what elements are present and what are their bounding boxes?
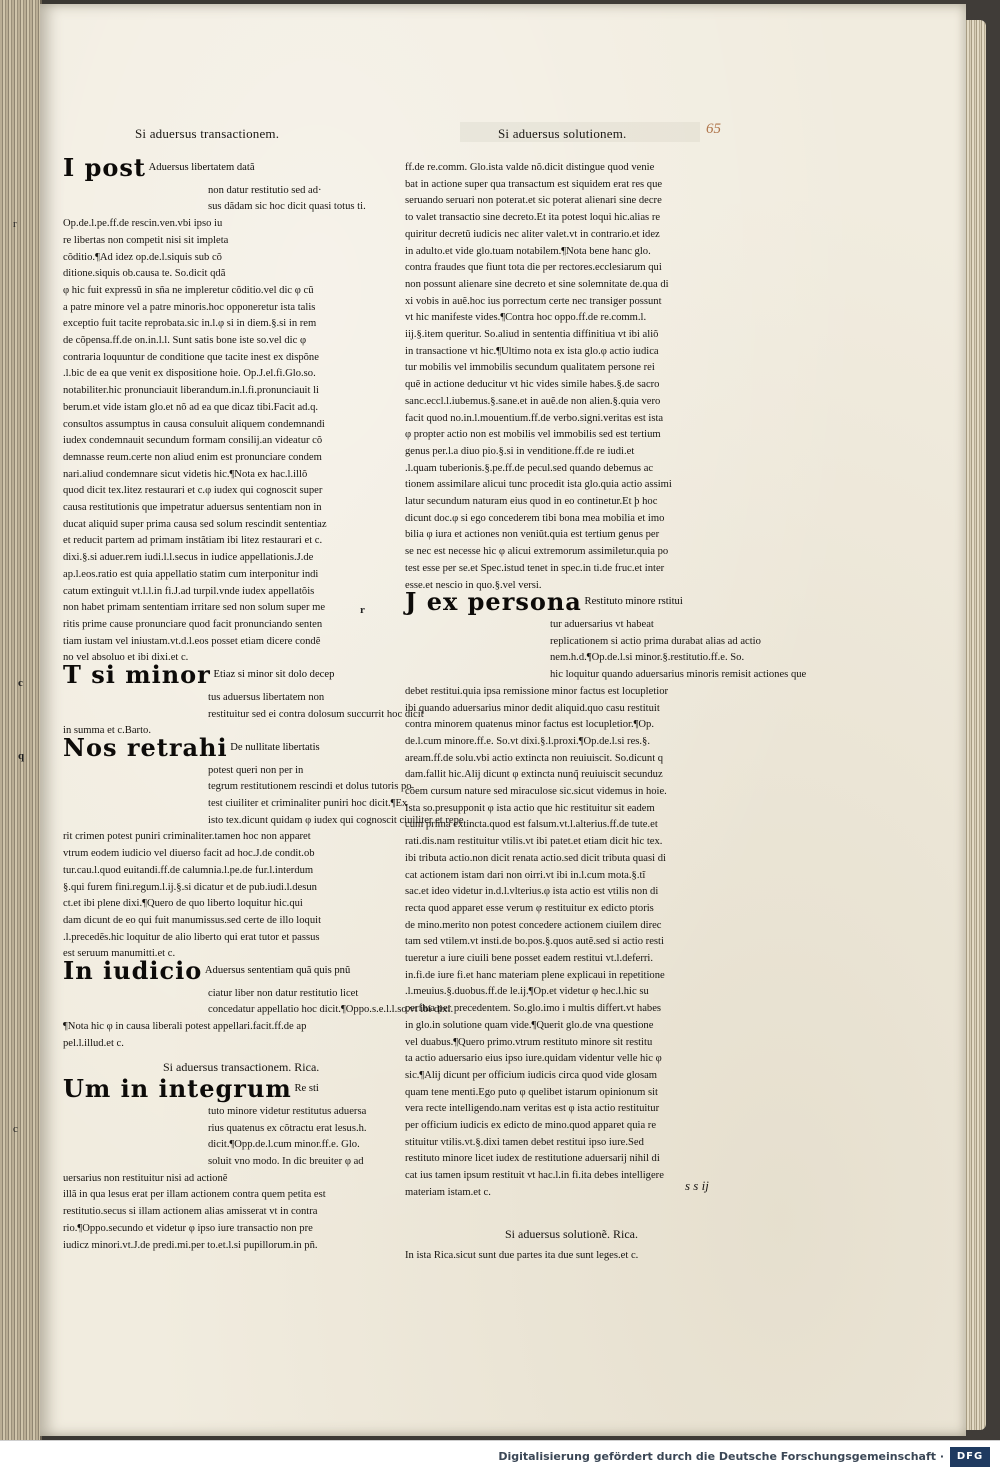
text-line — [405, 294, 755, 311]
text-line-content: in summa et c.Barto. — [63, 725, 151, 737]
footer-bar — [0, 1440, 1000, 1473]
text-line-content: de.l.cum minore.ff.e. So.vt dixi.§.l.proxi.¶Op.de.l.si res.§. — [405, 735, 650, 747]
text-line — [405, 411, 755, 428]
text-line-content: cat actionem istam dari non oirri.vt ibi in.l.cum mota.§.tĩ — [405, 869, 646, 881]
text-line-content: berum.et vide istam glo.et nõ ad ea que dicaz tibi.Facit ad.q. — [63, 401, 319, 413]
text-line-content: causa restitutionis que impetratur aduersus sententiam non in — [63, 502, 322, 514]
footer-credit: Digitalisierung gefördert durch die Deutsche Forschungsgemeinschaft · — [498, 1450, 944, 1463]
text-line-content: vel duabus.¶Quero primo.vtrum restituto minore sit restitu — [405, 1036, 653, 1048]
text-line — [63, 467, 403, 484]
text-line-content: dam.fallit hic.Alij dicunt φ extincta nunq̃ reuiuiscit secunduz — [405, 769, 663, 781]
lemma-text: Aduersus libertatem datã — [148, 162, 255, 173]
text-line — [63, 1019, 403, 1036]
text-line-content: ff.de re.comm. Glo.ista valde nõ.dicit distingue quod venie — [405, 162, 655, 173]
lemma-word: T si minor — [63, 660, 211, 690]
lemma-text: Re sti — [294, 1083, 319, 1095]
text-line — [405, 494, 755, 511]
text-line-content: catum extinguit vt.l.l.in fi.J.ad turpil.vnde iudex appellatõis — [63, 585, 315, 597]
text-line-content: no vel absoluo et ibi dixi.et c. — [63, 652, 189, 664]
text-line — [405, 327, 755, 344]
text-line-content: tus aduersus libertatem non — [208, 691, 325, 703]
text-line — [405, 684, 755, 701]
text-line — [405, 851, 755, 868]
text-line — [405, 1118, 755, 1135]
text-line-content: tegrum restitutionem rescindi et dolus tutoris po — [208, 781, 412, 793]
text-line-content: debet restitui.quia ipsa remissione minor factus est locupletior — [405, 685, 669, 697]
text-line — [63, 567, 403, 584]
text-line-content: dixi.§.si aduer.rem iudi.l.l.secus in iudice appellationis.J.de — [63, 552, 314, 564]
text-line — [63, 1204, 403, 1221]
text-line — [63, 863, 403, 880]
text-line — [63, 763, 403, 780]
text-line — [63, 1221, 403, 1238]
text-line-content: test esse per se.et Spec.istud tenet in spec.in ti.de fruc.et inter — [405, 562, 665, 574]
text-line — [63, 1002, 454, 1019]
text-line-content: Op.de.l.pe.ff.de rescin.ven.vbi ipso iu — [63, 218, 223, 230]
text-line — [63, 779, 412, 796]
text-line-content: iudex condemnauit secundum formam consilij.an videatur cõ — [63, 435, 323, 447]
text-line — [63, 707, 424, 724]
text-line — [63, 450, 403, 467]
text-line-content: .l.bic de ea que venit ex dispositione hoie. Op.J.el.fi.Glo.so. — [63, 368, 316, 380]
text-line-content: seruando seruari non poterat.et sic poterat alienari sine decre — [405, 195, 662, 207]
lemma-heading — [18, 732, 403, 763]
lemma-text: Etiaz si minor sit dolo decep — [213, 669, 335, 681]
text-line-content: re libertas non competit nisi sit impleta — [63, 234, 229, 246]
text-line-content: tur.cau.l.quod euitandi.ff.de calumnia.l.pe.de fur.l.interdum — [63, 864, 314, 876]
text-line — [405, 784, 755, 801]
text-line-content: a patre minore vel a patre minoris.hoc opponeretur ista talis — [63, 301, 316, 313]
text-line — [405, 511, 755, 528]
text-line-content: consultos assumptus in causa consuluit aliquem condemnandi — [63, 418, 325, 430]
text-line — [63, 600, 403, 617]
text-line — [405, 1035, 755, 1052]
text-line-content: §.qui furem fini.regum.l.ij.§.si dicatur et de pub.iudi.l.desun — [63, 881, 317, 893]
text-line-content: replicationem si actio prima durabat alias ad actio — [550, 635, 761, 647]
lemma-heading — [63, 1074, 403, 1104]
text-line — [405, 884, 755, 901]
lemma-heading — [18, 660, 403, 690]
text-line — [405, 650, 755, 667]
text-line — [63, 690, 403, 707]
text-line-content: tam sed vtilem.vt insti.de bo.pos.§.quos autẽ.sed si actio resti — [405, 936, 664, 948]
margin-letter: r — [13, 218, 17, 231]
text-line — [63, 433, 403, 450]
text-line-content: recta quod apparet esse verum φ restituitur ex edicto ptoris — [405, 902, 654, 914]
text-line-content: facit quod no.in.l.mouentium.ff.de verbo.signi.veritas est ista — [405, 412, 664, 424]
text-line — [63, 483, 403, 500]
text-line — [63, 199, 403, 216]
text-line — [405, 1135, 755, 1152]
lemma-word: I post — [63, 153, 146, 182]
text-line-content: dam dicunt de eo qui fuit manumissus.sed certe de illo loquit — [63, 914, 322, 926]
text-line — [405, 561, 755, 578]
text-line — [63, 517, 403, 534]
text-line-content: bilia φ iura et actiones non veniũt.quia est tertium genus per — [405, 529, 660, 541]
text-line-content: uersarius non restituitur nisi ad actionẽ — [63, 1172, 228, 1184]
text-line — [63, 1238, 403, 1255]
text-line — [405, 634, 761, 651]
text-line — [405, 344, 755, 361]
text-line — [405, 310, 755, 327]
rubric-title: Si aduersus solutionẽ. Rica. — [505, 1226, 638, 1241]
text-line — [405, 868, 755, 885]
text-line-content: potest queri non per in — [208, 764, 304, 776]
text-line-content: et reducit partem ad primam instãtiam ibi litez restaurari et c. — [63, 535, 323, 547]
text-line — [405, 901, 755, 918]
text-line-content: pel.l.illud.et c. — [63, 1037, 124, 1049]
text-line — [63, 896, 403, 913]
text-line — [63, 1036, 403, 1053]
text-line-content: dicunt doc.φ si ego concederem tibi bona mea mobilia et imo — [405, 512, 665, 524]
margin-letter: r — [360, 604, 365, 617]
lemma-text: De nullitate libertatis — [230, 741, 320, 753]
text-line-content: de mino.merito non potest concedere actionem ciuilem direc — [405, 919, 662, 931]
text-line-content: perflua per precedentem. So.glo.imo i multis differt.vt habes — [405, 1003, 662, 1015]
text-line — [405, 1068, 755, 1085]
text-line-content: tuto minore videtur restitutus aduersa — [208, 1105, 367, 1117]
text-line — [405, 427, 755, 444]
text-line-content: cum prima extincta.quod est falsum.vt.l.alterius.ff.de tute.et — [405, 819, 658, 831]
text-line — [63, 500, 403, 517]
text-line-content: isto tex.dicunt quidam φ iudex qui cognoscit ciuiliter et repe — [208, 814, 464, 826]
lemma-word: J ex persona — [405, 587, 582, 617]
right-text-column — [360, 160, 807, 1265]
lemma-word: Nos retrahi — [63, 732, 228, 762]
text-line — [405, 1101, 755, 1118]
text-line-content: vera recte intelligendo.nam veritas est φ ista actio restituitur — [405, 1103, 660, 1115]
text-line — [63, 283, 403, 300]
text-line — [63, 400, 403, 417]
text-line — [63, 550, 403, 567]
text-line — [63, 266, 403, 283]
text-line-content: hic loquitur quando aduersarius minoris remisit actiones que — [550, 669, 807, 681]
text-line — [405, 360, 755, 377]
text-line-content: tiam iustam vel iniustam.vt.d.l.eos posset etiam dicere condẽ — [63, 635, 321, 647]
text-line — [63, 1104, 403, 1121]
text-line-content: ducat aliquid super prima causa sed solum rescindit sententiaz — [63, 518, 327, 530]
text-line — [405, 1248, 755, 1265]
text-line-content: ritis prime cause pronunciare quod facit pronunciando senten — [63, 618, 323, 630]
text-line-content: iij.§.item queritur. So.aliud in sententia diffinitiua vt ibi aliõ — [405, 329, 659, 341]
text-line-content: contra minorem quatenus minor factus est locupletior.¶Op. — [405, 719, 654, 731]
text-line-content: materiam istam.et c. — [405, 1186, 491, 1198]
text-line-content: sus dãdam sic hoc dicit quasi totus ti. — [208, 201, 366, 213]
text-line-content: tueretur a iure ciuili bene posset eadem restitui vt.l.deferri. — [405, 953, 653, 965]
lemma-heading — [63, 153, 403, 183]
text-line — [63, 383, 403, 400]
text-line — [405, 817, 755, 834]
text-line — [405, 394, 755, 411]
text-line-content: cõem cursum nature sed miraculose sic.sicut videmus in hoie. — [405, 786, 667, 798]
text-line-content: .l.precedẽs.hic loquitur de alio liberto qui erat tutor et passus — [63, 931, 320, 943]
text-line — [405, 701, 755, 718]
text-line — [405, 527, 755, 544]
text-line — [405, 160, 755, 177]
text-line-content: exceptio fuit tacite reprobata.sic in.l.φ si in diem.§.si in rem — [63, 318, 317, 330]
lemma-text: Aduersus sententiam quã quis pnũ — [204, 965, 351, 977]
lemma-word: Um in integrum — [63, 1074, 292, 1104]
text-line — [405, 934, 755, 951]
text-line — [63, 333, 403, 350]
text-line — [405, 1051, 755, 1068]
text-line-content: xi vobis in auẽ.hoc ius porrectum certe nec transiger possunt — [405, 295, 662, 307]
lemma-text: Restituto minore rstitui — [584, 596, 683, 608]
text-line-content: In ista Rica.sicut sunt due partes ita due sunt leges.et c. — [405, 1250, 639, 1262]
text-line-content: demnasse reum.certe non aliud enim est pronunciare condem — [63, 451, 322, 463]
text-line — [63, 986, 403, 1003]
text-line — [63, 913, 403, 930]
text-line — [405, 244, 755, 261]
text-line-content: rius quatenus ex cõtractu erat lesus.h. — [208, 1122, 367, 1134]
book-binding-edge — [0, 0, 42, 1440]
text-line — [405, 834, 755, 851]
text-line-content: φ propter actio non est mobilis vel immobilis sed est tertium — [405, 429, 661, 441]
text-line-content: vt hic manifeste vides.¶Contra hoc oppo.ff.de re.comm.l. — [405, 312, 647, 324]
text-line — [405, 1085, 755, 1102]
text-line-content: vtrum eodem iudicio vel diuerso facit ad hoc.J.de condit.ob — [63, 848, 315, 860]
text-line — [63, 417, 403, 434]
text-line-content: se nec est necesse hic φ alicui extremorum assimiletur.quia po — [405, 546, 669, 558]
text-line — [63, 366, 403, 383]
text-line-content: in.fi.de iure fi.et hanc materiam plene explicaui in repetitione — [405, 969, 665, 981]
text-line-content: ibi tributa actio.non dicit renata actio.sed dicit tributa quasi di — [405, 852, 666, 864]
text-line-content: tionem assimilare alicui tunc procedit ista glo.quia actio assimi — [405, 479, 672, 491]
text-line-content: genus per.l.a diuo pio.§.si in venditione.ff.de re iudi.et — [405, 445, 635, 457]
text-line-content: sac.et ideo videtur in.d.l.vlterius.φ ista actio est vtilis non di — [405, 886, 659, 898]
text-line — [63, 300, 403, 317]
text-line-content: cõditio.¶Ad idez op.de.l.siquis sub cõ — [63, 251, 222, 263]
text-line-content: contraria loquuntur de conditione que tacite inest ex dispõne — [63, 351, 319, 363]
folio-number: 65 — [706, 121, 721, 137]
text-line-content: Ista so.presupponit φ ista actio que hic restituitur sit eadem — [405, 802, 655, 814]
text-line-content: φ hic fuit expressũ in sña ne impleretur cõditio.vel dic φ cũ — [63, 284, 314, 296]
text-line-content: stituitur vtilis.vt.§.dixi tamen debet restitui ipso iure.Sed — [405, 1136, 644, 1148]
text-line — [63, 829, 403, 846]
text-line — [63, 1171, 403, 1188]
text-line — [63, 880, 403, 897]
text-line-content: contra fraudes que fiunt tota die per rectores.ecclesiarum qui — [405, 262, 662, 274]
text-line — [63, 846, 403, 863]
text-line-content: in transactione vt hic.¶Ultimo nota ex ista glo.φ actio iudica — [405, 345, 659, 357]
text-line — [405, 767, 755, 784]
text-line — [405, 984, 755, 1001]
rubric-title: Si aduersus transactionem. Rica. — [163, 1059, 320, 1074]
text-line-content: esse.et nescio in quo.§.vel versi. — [405, 579, 542, 591]
text-line-content: ta actio aduersario eius ipso iure.quidam videntur velle hic φ — [405, 1053, 662, 1065]
text-line-content: ct.et ibi plene dixi.¶Quero de quo liberto loquitur hic.qui — [63, 898, 303, 910]
text-line — [405, 177, 755, 194]
text-line-content: .l.meuius.§.duobus.ff.de le.ij.¶Op.et videtur φ hec.l.hic su — [405, 986, 649, 998]
text-line-content: in adulto.et vide glo.tuam notabilem.¶Nota bene hanc glo. — [405, 245, 651, 257]
text-line-content: in glo.in solutione quam vide.¶Querit glo.de vna questione — [405, 1019, 654, 1031]
text-line-content: non possunt alienare sine decreto et sine solemnitate de.qua di — [405, 278, 669, 290]
text-line — [405, 461, 755, 478]
text-line — [63, 250, 403, 267]
text-line — [63, 350, 403, 367]
text-line-content: sanc.eccl.l.iubemus.§.sane.et in auẽ.de non alien.§.quia vero — [405, 395, 661, 407]
text-line — [405, 444, 755, 461]
text-line — [405, 260, 755, 277]
text-line-content: rit crimen potest puniri criminaliter.tamen hoc non apparet — [63, 831, 311, 843]
text-line — [405, 227, 755, 244]
text-line — [405, 667, 807, 684]
text-line-content: bat in actione super qua transactum est siquidem erat res que — [405, 178, 663, 190]
text-line-content: test ciuiliter et criminaliter puniri hoc dicit.¶Ex — [208, 798, 408, 810]
lemma-heading — [63, 956, 403, 986]
text-line-content: quẽ in actione deducitur vt hic vides simile habes.§.de sacro — [405, 379, 660, 391]
text-line — [405, 751, 755, 768]
text-line — [405, 918, 755, 935]
text-line — [405, 968, 755, 985]
text-line-content: ¶Nota hic φ in causa liberali potest appellari.facit.ff.de ap — [63, 1021, 307, 1033]
signature-mark: s s ij — [685, 1178, 709, 1193]
running-head-left: Si aduersus transactionem. — [135, 126, 280, 141]
text-line-content: to valet transactio sine decreto.Et ita potest loqui hic.alias re — [405, 212, 661, 224]
spacer — [405, 1202, 755, 1220]
text-line-content: est seruum manumitti.et c. — [63, 948, 176, 960]
text-line-content: aream.ff.de solu.vbi actio extincta non reuiuiscit. So.dicunt q — [405, 752, 664, 764]
text-line-content: .l.quam tuberionis.§.pe.ff.de pecul.sed quando debemus ac — [405, 462, 654, 474]
text-line — [405, 210, 755, 227]
text-line — [63, 1137, 403, 1154]
text-line — [405, 617, 755, 634]
text-line — [63, 1187, 403, 1204]
text-line — [63, 617, 403, 634]
text-line-content: ap.l.eos.ratio est quia appellatio statim cum interponitur indi — [63, 568, 319, 580]
text-line — [405, 801, 755, 818]
text-line-content: sic.¶Alij dicunt per officium iudicis circa quod vide glosam — [405, 1069, 658, 1081]
running-head-right: Si aduersus solutionem. — [498, 126, 627, 141]
text-line-content: rati.dis.nam restituitur vtilis.vt ibi patet.et etiam dicit hic tex. — [405, 836, 663, 848]
text-line-content: de cõpensa.ff.de on.in.l.l. Sunt satis bone iste so.vel dic φ — [63, 335, 307, 347]
text-line — [63, 813, 464, 830]
text-line-content: quam tene menti.Ego puto φ quelibet istarum opinionum sit — [405, 1086, 658, 1098]
lemma-word: In iudicio — [63, 956, 203, 986]
text-line-content: tur mobilis vel immobilis secundum qualitatem persone rei — [405, 362, 655, 374]
text-line-content: quiritur decretũ iudicis nec aliter valet.vt in contrario.et idez — [405, 228, 660, 240]
text-line-content: per officium iudicis ex edicto de mino.quod apparet quia re — [405, 1120, 657, 1132]
text-line-content: ibi quando aduersarius minor dedit aliquid.quo casu restituit — [405, 702, 660, 714]
text-line — [63, 316, 403, 333]
dfg-logo: DFG — [950, 1447, 990, 1467]
text-line-content: tur aduersarius vt habeat — [550, 618, 654, 630]
text-line-content: soluit vno modo. In dic breuiter φ ad — [208, 1156, 364, 1168]
margin-letter: c — [18, 677, 23, 690]
text-line-content: ditione.siquis ob.causa te. So.dicit qdã — [63, 268, 226, 280]
text-line-content: iudicz minori.vt.J.de predi.mi.per to.et.l.si pupillorum.in pñ. — [63, 1239, 318, 1251]
text-line — [405, 717, 755, 734]
text-line — [63, 1154, 403, 1171]
text-line — [405, 1001, 755, 1018]
text-line — [405, 1018, 755, 1035]
text-line-content: restitutio.secus si illam actionem alias amisserat vt in contra — [63, 1206, 318, 1218]
text-line — [63, 634, 403, 651]
text-line-content: dicit.¶Opp.de.l.cum minor.ff.e. Glo. — [208, 1139, 360, 1151]
text-line-content: restituto minore licet iudex de restitutione aduersarij nihil di — [405, 1153, 660, 1165]
text-line — [405, 477, 755, 494]
text-line — [405, 951, 755, 968]
text-line — [63, 584, 403, 601]
text-line-content: concedatur appellatio hoc dicit.¶Oppo.s.e.l.l.so.vt ibi dixi. — [208, 1004, 454, 1016]
text-line — [63, 533, 403, 550]
text-line-content: notabiliter.hic pronunciauit liberandum.in.l.fi.pronunciauit li — [63, 385, 319, 397]
text-line — [405, 1151, 755, 1168]
text-line — [405, 277, 755, 294]
text-line-content: cat ius tamen ipsum restituit vt hac.l.in fi.ita debes intelligere — [405, 1170, 664, 1182]
text-line — [405, 544, 755, 561]
text-line — [13, 1121, 403, 1138]
text-line-content: nari.aliud condemnare sicut videtis hic.¶Nota ex hac.l.illõ — [63, 468, 308, 480]
text-line — [13, 216, 403, 233]
margin-letter: q — [18, 749, 25, 762]
text-line-content: nem.h.d.¶Op.de.l.si minor.§.restitutio.ff.e. So. — [550, 652, 745, 664]
text-line — [63, 796, 408, 813]
text-line — [405, 193, 755, 210]
text-line-content: restituitur sed ei contra dolosum succurrit hoc dicit — [208, 708, 424, 720]
text-line-content: non habet primam sententiam irritare sed non solum super me — [63, 602, 326, 614]
margin-letter: c — [13, 1122, 18, 1135]
text-line — [405, 377, 755, 394]
text-line-content: rio.¶Oppo.secundo et videtur φ ipso iure transactio non pre — [63, 1222, 313, 1234]
lemma-heading — [360, 587, 755, 617]
text-line — [405, 734, 755, 751]
text-line — [63, 233, 403, 250]
text-line — [63, 183, 403, 200]
text-line-content: ciatur liber non datur restitutio licet — [208, 987, 359, 999]
text-line-content: non datur restitutio sed ad· — [208, 184, 322, 196]
text-line-content: latur secundum naturam eius quod in eo continetur.Et þ hoc — [405, 496, 658, 508]
text-line-content: illã in qua lesus erat per illam actionem contra quem petita est — [63, 1189, 326, 1201]
text-line — [63, 930, 403, 947]
text-line-content: quod dicit tex.litez restaurari et c.φ iudex qui cognoscit super — [63, 485, 323, 497]
